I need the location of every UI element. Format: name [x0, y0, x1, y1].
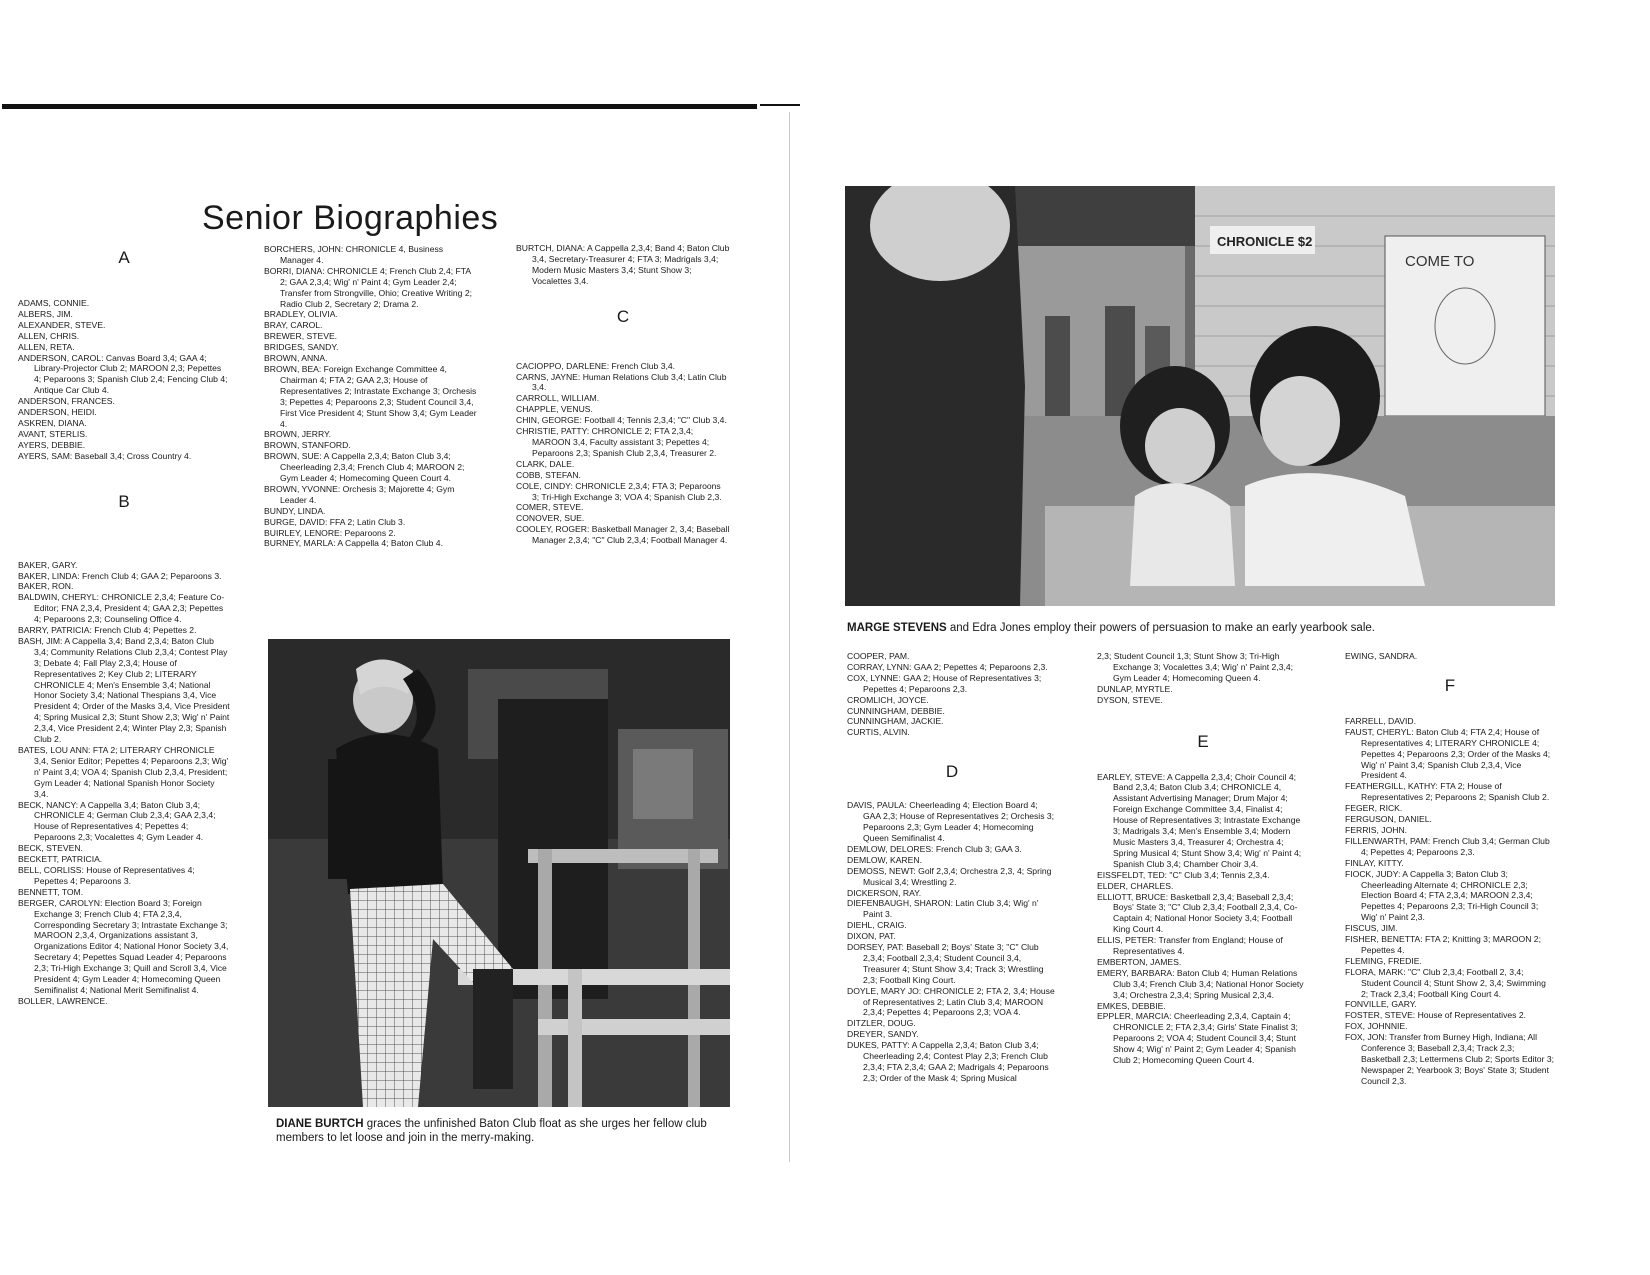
- bio-entry: BORCHERS, JOHN: CHRONICLE 4, Business Manager 4.: [264, 244, 444, 265]
- bio-entry: EARLEY, STEVE: A Cappella 2,3,4; Choir Council 4; Band 2,3,4; Baton Club 3,4; CHRONICLE 4, Assistant Advertising Manager; Drum Major 4; Foreign Exchange Committee 3,4, Finalist 4; House of Representatives 3; Intrastate Exchange 3; Madrigals 3,4; Men's Ensemble 3,4; Modern Music Masters 3,4, Treasurer 4; Orchestra 4; Spring Musical 4; Stunt Show 3,4; Wig' n' Paint 4; Spanish Club 3,4; Chamber Choir 3,4.: [1097, 771, 1302, 869]
- bio-entry: BROWN, SUE: A Cappella 2,3,4; Baton Club 3,4; Cheerleading 2,3,4; French Club 4; MAROON 2; Gym Leader 4; Homecoming Queen Court 4.: [264, 451, 465, 484]
- bio-entry: CORRAY, LYNN: GAA 2; Pepettes 4; Peparoons 2,3.: [847, 661, 1048, 672]
- bio-entry: FLORA, MARK: "C" Club 2,3,4; Football 2, 3,4; Student Council 4; Stunt Show 2, 3,4; Swimming 2; Track 2,3,4; Football King Court 4.: [1345, 966, 1546, 999]
- bio-entry: ALLEN, CHRIS.: [18, 330, 80, 341]
- bio-entry: BAKER, RON.: [18, 581, 74, 592]
- bio-entry: DYSON, STEVE.: [1097, 694, 1163, 705]
- bio-entry: DORSEY, PAT: Baseball 2; Boys' State 3; "C" Club 2,3,4; Football 2,3,4; Student Council 3,4, Treasurer 4; Stunt Show 3,4; Track 3; Wrestling 2,3; Football King Court.: [847, 942, 1044, 985]
- caption-right-name: MARGE STEVENS: [847, 622, 947, 634]
- bio-entry: BRADLEY, OLIVIA.: [264, 309, 338, 320]
- bio-entry: CHIN, GEORGE: Football 4; Tennis 2,3,4; "C" Club 3,4.: [516, 415, 727, 426]
- bio-entry: BROWN, YVONNE: Orchesis 3; Majorette 4; Gym Leader 4.: [264, 483, 455, 505]
- bio-entry: CURTIS, ALVIN.: [847, 727, 910, 738]
- bio-entry: BARRY, PATRICIA: French Club 4; Pepettes 2.: [18, 625, 197, 636]
- section-letter-c: C: [616, 306, 630, 326]
- section-letter-e: E: [1197, 731, 1209, 751]
- bio-entry: BAKER, GARY.: [18, 559, 78, 570]
- bio-entry: FERGUSON, DANIEL.: [1345, 814, 1432, 825]
- bio-entry: BECK, NANCY: A Cappella 3,4; Baton Club 3,4; CHRONICLE 4; German Club 2,3,4; GAA 2,3,4; House of Representatives 4; Pepettes 4; Peparoons 2,3; Vocalettes 4; Gym Leader 4.: [18, 799, 216, 843]
- top-rule-right: [760, 104, 800, 106]
- bio-entry: BROWN, STANFORD.: [264, 440, 351, 451]
- bio-entry: COMER, STEVE.: [516, 502, 584, 513]
- bio-entry: FISHER, BENETTA: FTA 2; Knitting 3; MAROON 2; Pepettes 4.: [1345, 934, 1541, 955]
- bio-column-4: [847, 651, 1057, 1084]
- bio-entry: FIOCK, JUDY: A Cappella 3; Baton Club 3; Cheerleading Alternate 4; CHRONICLE 2,3; Election Board 4; FTA 2,3,4; MAROON 2,3,4; Pepettes 4; Peparoons 2,3; Tri-High Council 3; Wig' n' Paint 2,3.: [1345, 868, 1539, 923]
- bio-entry: DUKES, PATTY: A Cappella 2,3,4; Baton Club 3,4; Cheerleading 2,4; Contest Play 2,3; French Club 2,3,4; FTA 2,3,4; GAA 2; Madrigals 4; Peparoons 2,3; Order of the Mask 4; Spring Musical: [847, 1040, 1049, 1083]
- section-letter-d: D: [945, 762, 959, 782]
- bio-entry: CHRISTIE, PATTY: CHRONICLE 2; FTA 2,3,4; MAROON 3,4, Faculty assistant 3; Pepettes 4; Peparoons 2,3; Spanish Club 2,3,4, Treasurer 2.: [516, 426, 717, 458]
- bio-entry: COX, LYNNE: GAA 2; House of Representatives 3; Pepettes 4; Peparoons 2,3.: [847, 672, 1042, 694]
- bio-entry: COOPER, PAM.: [847, 651, 910, 661]
- bio-entry: DUNLAP, MYRTLE.: [1097, 683, 1173, 694]
- bio-entry: FOX, JON: Transfer from Burney High, Indiana; All Conference 3; Baseball 2,3,4; Track 2,3; Basketball 2,3; Lettermens Club 2; Sports Editor 3; Newspaper 2; Yearbook 3; Boys' State 3; Student Council 2,3.: [1345, 1032, 1554, 1086]
- bio-entry: FOSTER, STEVE: House of Representatives 2.: [1345, 1010, 1527, 1021]
- bio-entry: BENNETT, TOM.: [18, 886, 84, 897]
- bio-entry: BERGER, CAROLYN: Election Board 3; Foreign Exchange 3; French Club 4; FTA 2,3,4, Corresponding Secretary 3; Intrastate Exchange 3; MAROON 2,3,4, Organizations assistant 3, Organizations Editor 4; National Honor Society 3,4, Secretary 4; Pepettes Squad Leader 4; Peparoons 2,3; Tri-High Exchange 3; Quill and Scroll 3,4, Vice President 4; Gym Leader 4; Homecoming Queen Semifinalist 4; National Merit Semifinalist 4.: [18, 897, 229, 995]
- bio-entry: ANDERSON, CAROL: Canvas Board 3,4; GAA 4; Library-Projector Club 2; MAROON 2,3; Pepettes 4; Peparoons 3; Spanish Club 2,4; Fencing Club 4; Antique Car Club 4.: [18, 352, 228, 396]
- bio-entry: ALBERS, JIM.: [18, 308, 73, 319]
- bio-entry: AYERS, SAM: Baseball 3,4; Cross Country 4.: [18, 450, 192, 461]
- bio-entry: ALLEN, RETA.: [18, 341, 75, 352]
- bio-column-1: [18, 248, 230, 1007]
- page-title: Senior Biographies: [202, 198, 499, 237]
- bio-entry: BRIDGES, SANDY.: [264, 342, 339, 353]
- caption-right-text: and Edra Jones employ their powers of persuasion to make an early yearbook sale.: [946, 622, 1375, 634]
- bio-entry: FILLENWARTH, PAM: French Club 3,4; German Club 4; Pepettes 4; Peparoons 2,3.: [1345, 835, 1550, 857]
- bio-entry: ELLIOTT, BRUCE: Basketball 2,3,4; Baseball 2,3,4; Boys' State 3; "C" Club 2,3,4; Football 2,3,4, Co-Captain 4; National Honor Society 3,4; Football King Court 4.: [1097, 891, 1298, 935]
- bio-entry: COOLEY, ROGER: Basketball Manager 2, 3,4; Baseball Manager 2,3,4; "C" Club 2,3,4; Football Manager 4.: [516, 524, 730, 546]
- bio-column-6: [1345, 651, 1555, 1087]
- bio-entry: DEMLOW, KAREN.: [847, 854, 922, 865]
- bio-entry: CONOVER, SUE.: [516, 513, 585, 524]
- bio-entry: BROWN, JERRY.: [264, 429, 332, 440]
- bio-entry: FISCUS, JIM.: [1345, 923, 1398, 934]
- bio-entry: COBB, STEFAN.: [516, 469, 581, 480]
- bio-entry: CROMLICH, JOYCE.: [847, 694, 929, 705]
- bio-entry: ANDERSON, HEIDI.: [18, 407, 97, 418]
- bio-entry: FERRIS, JOHN.: [1345, 824, 1408, 835]
- bio-entry: DAVIS, PAULA: Cheerleading 4; Election Board 4; GAA 2,3; House of Representatives 2; Orchesis 3; Peparoons 2,3; Gym Leader 4; Homecoming Queen Semifinalist 4.: [847, 800, 1055, 843]
- bio-entry: FLEMING, FREDIE.: [1345, 955, 1422, 966]
- photo-diane-burtch-image: [268, 639, 730, 1107]
- bio-entry: FINLAY, KITTY.: [1345, 857, 1404, 868]
- bio-entry: 2,3; Student Council 1,3; Stunt Show 3; Tri-High Exchange 3; Vocalettes 3,4; Wig' n' Paint 2,3,4; Gym Leader 4; Homecoming Queen 4.: [1097, 651, 1294, 683]
- photo-caption-right: [847, 621, 1567, 635]
- bio-entry: CHAPPLE, VENUS.: [516, 404, 593, 415]
- bio-entry: BECK, STEVEN.: [18, 843, 83, 854]
- bio-entry: CUNNINGHAM, JACKIE.: [847, 716, 944, 727]
- photo-yearbook-sale: [845, 186, 1555, 606]
- bio-column-2: [264, 244, 478, 549]
- bio-entry: DITZLER, DOUG.: [847, 1018, 916, 1029]
- photo-diane-burtch: [268, 639, 730, 1107]
- top-rule-left: [2, 104, 757, 109]
- bio-entry: BROWN, ANNA.: [264, 353, 328, 364]
- bio-entry: CLARK, DALE.: [516, 458, 575, 469]
- bio-entry: BREWER, STEVE.: [264, 331, 338, 342]
- bio-entry: DREYER, SANDY.: [847, 1029, 919, 1040]
- bio-entry: CACIOPPO, DARLENE: French Club 3,4.: [516, 360, 676, 371]
- caption-left-text: graces the unfinished Baton Club float as she urges her fellow club members to let loose and join in the merry-making.: [276, 1118, 707, 1144]
- bio-entry: BURNEY, MARLA: A Cappella 4; Baton Club 4.: [264, 538, 443, 549]
- bio-entry: BURTCH, DIANA: A Cappella 2,3,4; Band 4; Baton Club 3,4, Secretary-Treasurer 4; FTA 3; Madrigals 3,4; Modern Music Masters 3,4; Stunt Show 3; Vocalettes 3,4.: [516, 243, 730, 286]
- bio-entry: ADAMS, CONNIE.: [18, 298, 90, 308]
- bio-entry: CUNNINGHAM, DEBBIE.: [847, 705, 945, 716]
- section-letter-a: A: [118, 248, 130, 267]
- bio-entry: DIEHL, CRAIG.: [847, 920, 907, 931]
- bio-entry: EISSFELDT, TED: "C" Club 3,4; Tennis 2,3,4.: [1097, 869, 1270, 880]
- bio-column-3: [516, 243, 730, 546]
- bio-entry: BUNDY, LINDA.: [264, 505, 326, 516]
- bio-entry: ANDERSON, FRANCES.: [18, 396, 115, 407]
- section-letter-f: F: [1444, 675, 1456, 695]
- bio-entry: FAUST, CHERYL: Baton Club 4; FTA 2,4; House of Representatives 4; LITERARY CHRONICLE 4; Pepettes 4; Peparoons 2,3; Order of the Masks 4; Wig' n' Paint 3,4; Spanish Club 2,3,4, Vice President 4.: [1345, 726, 1551, 781]
- bio-entry: DICKERSON, RAY.: [847, 887, 922, 898]
- bio-entry: ELLIS, PETER: Transfer from England; House of Representatives 4.: [1097, 935, 1283, 957]
- bio-entry: BAKER, LINDA: French Club 4; GAA 2; Peparoons 3.: [18, 570, 222, 581]
- bio-entry: FONVILLE, GARY.: [1345, 999, 1417, 1010]
- bio-entry: BALDWIN, CHERYL: CHRONICLE 2,3,4; Feature Co-Editor; FNA 2,3,4, President 4; GAA 2,3; Pepettes 4; Peparoons 2,3; Counseling Office 4.: [18, 592, 225, 625]
- bio-entry: EMBERTON, JAMES.: [1097, 956, 1182, 967]
- bio-entry: CARNS, JAYNE: Human Relations Club 3,4; Latin Club 3,4.: [516, 371, 727, 393]
- bio-entry: BECKETT, PATRICIA.: [18, 854, 103, 865]
- bio-entry: AYERS, DEBBIE.: [18, 439, 86, 450]
- page-fold: [789, 112, 790, 1162]
- bio-entry: ELDER, CHARLES.: [1097, 880, 1174, 891]
- bio-entry: FOX, JOHNNIE.: [1345, 1021, 1408, 1032]
- bio-entry: DIXON, PAT.: [847, 931, 896, 942]
- poster-text: COME TO: [1405, 253, 1475, 270]
- bio-entry: FEATHERGILL, KATHY: FTA 2; House of Representatives 2; Peparoons 2; Spanish Club 2.: [1345, 781, 1550, 803]
- bio-entry: ASKREN, DIANA.: [18, 417, 87, 428]
- photo-yearbook-sale-image: [845, 186, 1555, 606]
- bio-entry: DIEFENBAUGH, SHARON: Latin Club 3,4; Wig' n' Paint 3.: [847, 898, 1039, 920]
- bio-entry: ALEXANDER, STEVE.: [18, 319, 106, 330]
- bio-entry: BUIRLEY, LENORE: Peparoons 2.: [264, 527, 396, 538]
- bio-entry: BORRI, DIANA: CHRONICLE 4; French Club 2,4; FTA 2; GAA 2,3,4; Wig' n' Paint 4; Gym Leader 2,4; Transfer from Strongville, Ohio; Creative Writing 2; Radio Club 2, Secretary 2; Drama 2.: [264, 265, 472, 309]
- bio-entry: AVANT, STERLIS.: [18, 428, 88, 439]
- chronicle-sign-text: CHRONICLE $2: [1217, 234, 1313, 249]
- caption-left-name: DIANE BURTCH: [276, 1118, 364, 1130]
- bio-entry: FEGER, RICK.: [1345, 803, 1403, 814]
- bio-entry: FARRELL, DAVID.: [1345, 715, 1416, 726]
- bio-entry: EMKES, DEBBIE.: [1097, 1000, 1166, 1011]
- bio-entry: BRAY, CAROL.: [264, 320, 323, 331]
- bio-entry: COLE, CINDY: CHRONICLE 2,3,4; FTA 3; Peparoons 3; Tri-High Exchange 3; VOA 4; Spanish Club 2,3.: [516, 480, 722, 502]
- bio-entry: DEMLOW, DELORES: French Club 3; GAA 3.: [847, 843, 1022, 854]
- bio-entry: BASH, JIM: A Cappella 3,4; Band 2,3,4; Baton Club 3,4; Community Relations Club 2,3,4; Contest Play 3; Debate 4; Fall Play 2,3,4; House of Representatives 2; Key Club 2; LITERARY CHRONICLE 4; Men's Ensemble 3,4; National Honor Society 3,4; National Thespians 3,4, Vice President 4; Order of the Masks 3,4, Vice President 4; Spring Musical 2,3; Stunt Show 2,3; Wig' n' Paint 2,3,4, Vice President 2,4; Winter Play 2,3; Spanish Club 2.: [18, 635, 230, 745]
- bio-entry: BELL, CORLISS: House of Representatives 4; Pepettes 4; Peparoons 3.: [18, 864, 195, 886]
- bio-entry: BOLLER, LAWRENCE.: [18, 995, 108, 1006]
- photo-caption-left: [276, 1117, 736, 1145]
- bio-column-5: [1097, 651, 1309, 1066]
- section-letter-b: B: [118, 491, 130, 511]
- bio-entry: DOYLE, MARY JO: CHRONICLE 2; FTA 2, 3,4; House of Representatives 2; Latin Club 3,4; MAROON 2,3,4; Pepettes 4; Peparoons 2,3; VOA 4.: [847, 985, 1055, 1018]
- bio-entry: BROWN, BEA: Foreign Exchange Committee 4, Chairman 4; FTA 2; GAA 2,3; House of Representatives 2; Intrastate Exchange 3; Orchesis 3; Pepettes 4; Peparoons 2,3; Student Council 3,4, First Vice President 4; Stunt Show 3,4; Gym Leader 4.: [264, 363, 477, 429]
- bio-entry: BATES, LOU ANN: FTA 2; LITERARY CHRONICLE 3,4, Senior Editor; Pepettes 4; Peparoons 2,3; Wig' n' Paint 3,4; VOA 4; Spanish Club 2,3,4, President; Gym Leader 4; National Spanish Honor Society 3,4.: [18, 745, 229, 799]
- bio-entry: CARROLL, WILLIAM.: [516, 393, 600, 404]
- bio-entry: DEMOSS, NEWT: Golf 2,3,4; Orchestra 2,3, 4; Spring Musical 3,4; Wrestling 2.: [847, 865, 1052, 887]
- bio-entry: EMERY, BARBARA: Baton Club 4; Human Relations Club 3,4; French Club 3,4; National Honor Society 3,4; Orchestra 2,3,4; Spring Musical 2,3,4.: [1097, 967, 1304, 1000]
- bio-entry: EPPLER, MARCIA: Cheerleading 2,3,4, Captain 4; CHRONICLE 2; FTA 2,3,4; Girls' State Finalist 3; Peparoons 2; VOA 4; Student Council 3,4; Stunt Show 4; Wig' n' Paint 2; Gym Leader 4; Spanish Club 2; Homecoming Queen Court 4.: [1097, 1011, 1298, 1066]
- bio-entry: BURGE, DAVID: FFA 2; Latin Club 3.: [264, 516, 406, 527]
- bio-entry: EWING, SANDRA.: [1345, 651, 1418, 661]
